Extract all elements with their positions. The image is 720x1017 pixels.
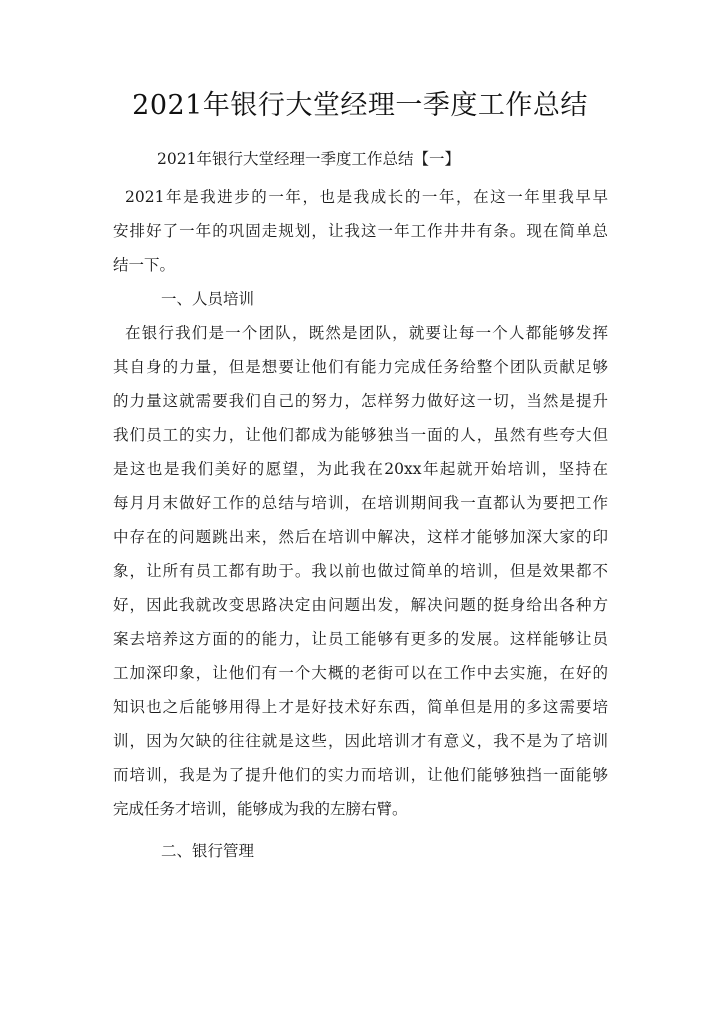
paragraph-line: 是这也是我们美好的愿望，为此我在20xx年起就开始培训，坚持在 bbox=[113, 460, 608, 478]
paragraph-line: 其自身的力量，但是想要让他们有能力完成任务给整个团队贡献足够 bbox=[113, 358, 608, 376]
document-title: 2021年银行大堂经理一季度工作总结 bbox=[132, 90, 588, 121]
paragraph-line: 知识也之后能够用得上才是好技术好东西，简单但是用的多这需要培 bbox=[113, 698, 608, 716]
paragraph-line: 我们员工的实力，让他们都成为能够独当一面的人，虽然有些夸大但 bbox=[113, 426, 608, 444]
training-paragraph bbox=[113, 316, 608, 826]
intro-line: 安排好了一年的巩固走规划，让我这一年工作井井有条。现在简单总 bbox=[113, 222, 608, 240]
paragraph-line: 工加深印象，让他们有一个大概的老街可以在工作中去实施，在好的 bbox=[113, 664, 608, 682]
document-subtitle: 2021年银行大堂经理一季度工作总结【一】 bbox=[157, 150, 460, 168]
paragraph-line: 每月月末做好工作的总结与培训，在培训期间我一直都认为要把工作 bbox=[113, 494, 608, 512]
paragraph-line: 象，让所有员工都有助于。我以前也做过简单的培训，但是效果都不 bbox=[113, 562, 608, 580]
intro-line: 结一下。 bbox=[113, 256, 176, 274]
paragraph-line: 在银行我们是一个团队，既然是团队，就要让每一个人都能够发挥 bbox=[125, 324, 608, 342]
paragraph-line: 的力量这就需要我们自己的努力，怎样努力做好这一切，当然是提升 bbox=[113, 392, 608, 410]
intro-paragraph bbox=[113, 180, 608, 282]
section-heading-management: 二、银行管理 bbox=[161, 842, 255, 860]
paragraph-line: 中存在的问题跳出来，然后在培训中解决，这样才能够加深大家的印 bbox=[113, 528, 608, 546]
document-body bbox=[113, 180, 608, 868]
paragraph-line: 案去培养这方面的的能力，让员工能够有更多的发展。这样能够让员 bbox=[113, 630, 608, 648]
section-heading-training: 一、人员培训 bbox=[161, 290, 255, 308]
paragraph-line: 好，因此我就改变思路决定由问题出发，解决问题的挺身给出各种方 bbox=[113, 596, 608, 614]
paragraph-line: 训，因为欠缺的往往就是这些，因此培训才有意义，我不是为了培训 bbox=[113, 732, 608, 750]
intro-line: 2021年是我进步的一年，也是我成长的一年，在这一年里我早早 bbox=[125, 188, 608, 206]
paragraph-line: 完成任务才培训，能够成为我的左膀右臂。 bbox=[113, 800, 408, 818]
paragraph-line: 而培训，我是为了提升他们的实力而培训，让他们能够独挡一面能够 bbox=[113, 766, 608, 784]
